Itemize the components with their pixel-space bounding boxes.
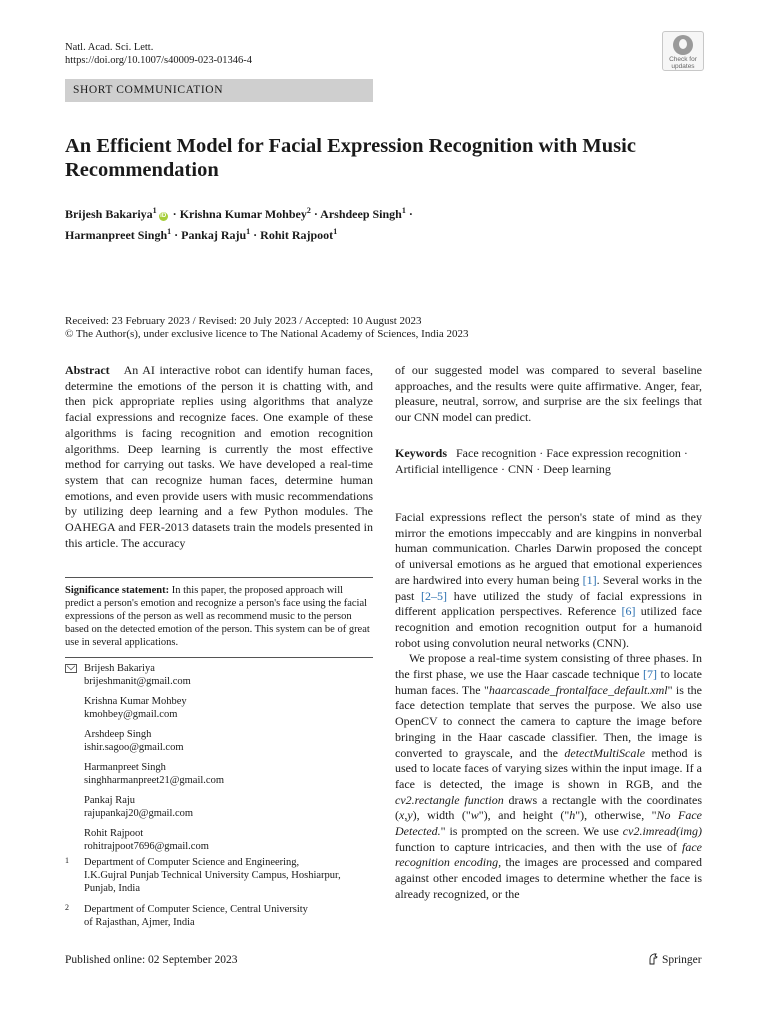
contact-name: Rohit Rajpoot [84, 828, 144, 839]
author-separator: · [310, 207, 321, 221]
author-name[interactable]: Rohit Rajpoot [260, 228, 334, 242]
text-run: draws a rectangle with the coordinates ( [395, 792, 702, 823]
significance-label: Significance statement: [65, 585, 170, 596]
copyright-line: © The Author(s), under exclusive licence to The National Academy of Sciences, India 2023 [65, 328, 469, 340]
abstract [65, 363, 373, 551]
author-separator: · [171, 228, 182, 242]
citation-link[interactable]: [7] [642, 667, 657, 682]
affiliations [65, 856, 373, 937]
code-term: cv2.rectangle function [395, 792, 504, 807]
author-contacts [65, 662, 373, 860]
author-name[interactable]: Brijesh Bakariya [65, 207, 153, 221]
contact-entry [84, 728, 373, 754]
author-affiliation-mark: 1 [401, 206, 406, 215]
significance-text: In this paper, the proposed approach will predict a person's emotion and recognize a person's face using the facial expressions of the person as well as recommend music to the person based on the detected emotion of the person. This system can be of great use in several applications. [65, 585, 370, 648]
orcid-icon[interactable]: iD [160, 213, 167, 219]
text-run: have utilized the study of facial expressions in different application perspectives. Reference [395, 588, 702, 619]
check-updates-icon [673, 35, 693, 55]
text-run: to locate human faces. The " [395, 667, 702, 697]
code-term: No Face Detected. [395, 808, 702, 839]
text-run: . Several works in the past [395, 572, 703, 603]
author-affiliation-mark: 1 [152, 206, 157, 215]
code-term: face recognition encoding, [395, 839, 702, 870]
contact-name: Brijesh Bakariya [84, 663, 155, 674]
abstract-text: An AI interactive robot can identify human faces, determine the emotions of the person it is chatting with, and then pick appropriate replies using algorithms that analyze facial expressions and recognize faces. One example of these algorithms is facing recognition and emotion recognition algorithms. Deep learning is currently the most effective method for carrying out tasks. We have developed a real-time system that can recognize human faces, determine human emotions, and even provide users with music recommendations by utilizing deep learning and a few Python modules. The OAHEGA and FER-2013 datasets train the models presented in this article. The accuracy [65, 363, 374, 550]
publisher-logo [648, 953, 702, 966]
intro-paragraph-2 [395, 651, 702, 902]
code-term: detectMultiScale [564, 745, 646, 760]
affiliation-line: Department of Computer Science and Engineering, [84, 857, 300, 868]
article-type-bar [65, 79, 373, 102]
publication-history [65, 315, 705, 341]
code-term: w [470, 808, 479, 823]
text-run: the images are processed and compared against other encoded images to determine whether the face is already recognized, or the [395, 855, 702, 901]
text-run: function to capture intricacies, and then with the use of [395, 839, 682, 854]
citation-link[interactable]: [1] [582, 572, 597, 587]
check-for-updates-badge[interactable] [662, 31, 704, 71]
text-run: " is prompted on the screen. We use [440, 824, 623, 839]
author-separator: · [250, 228, 261, 242]
contact-name: Arshdeep Singh [84, 729, 152, 740]
code-term: x,y [399, 808, 413, 823]
significance-statement [65, 584, 373, 649]
publisher-name: Springer [662, 954, 702, 966]
affiliation-entry [65, 903, 373, 929]
text-run: "), otherwise, " [575, 808, 657, 823]
abstract-continued: of our suggested model was compared to several baseline approaches, and the results were quite affirmative. Anger, fear, pleasure, neutral, sorrow, and surprise are the six feelings that our CNN model can predict. [395, 363, 702, 425]
doi-link[interactable]: https://doi.org/10.1007/s40009-023-01346-4 [65, 55, 253, 66]
affiliation-line: I.K.Gujral Punjab Technical University Campus, Hoshiarpur, [84, 870, 341, 881]
contact-name: Krishna Kumar Mohbey [84, 696, 187, 707]
author-affiliation-mark: 1 [167, 227, 172, 236]
author-name[interactable]: Pankaj Raju [181, 228, 247, 242]
code-term: haarcascade_frontalface_default.xml [488, 682, 668, 697]
affiliation-line: Department of Computer Science, Central University [84, 904, 308, 915]
email-icon [65, 664, 77, 673]
keywords-label: Keywords [395, 446, 447, 460]
paper-title: An Efficient Model for Facial Expression Recognition with Music Recommendation [65, 135, 636, 181]
author-list [65, 202, 705, 244]
introduction-text [395, 510, 702, 903]
affiliation-line: Punjab, India [84, 883, 140, 894]
author-affiliation-mark: 2 [306, 206, 311, 215]
keywords-text: Face recognition · Face expression recognition · Artificial intelligence · CNN · Deep learning [395, 446, 688, 476]
dates-line: Received: 23 February 2023 / Revised: 20 July 2023 / Accepted: 10 August 2023 [65, 315, 422, 327]
author-affiliation-mark: 1 [246, 227, 251, 236]
text-run: We propose a real-time system consisting of three phases. In the first phase, we use the Haar cascade technique [395, 651, 702, 682]
text-run: utilized face recognition and emotion recognition output for a humanoid robot using convolution neural networks (CNN). [395, 604, 702, 650]
divider [65, 657, 373, 658]
contact-email[interactable]: rajupankaj20@gmail.com [84, 808, 194, 819]
affiliation-entry [65, 856, 373, 895]
divider [65, 577, 373, 578]
author-name[interactable]: Krishna Kumar Mohbey [179, 207, 307, 221]
contact-entry [84, 794, 373, 820]
text-run: Facial expressions reflect the person's state of mind as they mirror the emotions impeccably and are kingpins in nonverbal human communication. Charles Darwin proposed the concept of universal emotions as he argued that emotional experiences are hardwired into every human being [395, 510, 702, 587]
contact-entry [84, 827, 373, 853]
keywords [395, 445, 702, 477]
contact-entry [84, 761, 373, 787]
affiliation-number: 1 [65, 856, 69, 865]
citation-link[interactable]: [6] [621, 604, 636, 619]
springer-horse-icon [648, 953, 658, 965]
text-run: ), width (" [412, 808, 471, 823]
contact-email[interactable]: singhharmanpreet21@gmail.com [84, 775, 225, 786]
published-online: Published online: 02 September 2023 [65, 954, 238, 966]
intro-paragraph-1 [395, 510, 702, 651]
contact-entry [84, 662, 373, 688]
contact-email[interactable]: ishir.sagoo@gmail.com [84, 742, 184, 753]
contact-name: Pankaj Raju [84, 795, 136, 806]
check-updates-label: Check for updates [669, 56, 697, 70]
code-term: cv2.imread(img) [622, 824, 702, 839]
affiliation-line: of Rajasthan, Ajmer, India [84, 917, 195, 928]
abstract-label: Abstract [65, 363, 110, 377]
text-run: method is used to locate faces of varying sizes within the input image. If a face is detected, the image is shown in RGB, and the [395, 745, 703, 791]
author-name[interactable]: Harmanpreet Singh [65, 228, 168, 242]
article-type-label: SHORT COMMUNICATION [73, 84, 224, 96]
author-name[interactable]: Arshdeep Singh [320, 207, 402, 221]
citation-link[interactable]: [2–5] [421, 588, 448, 603]
text-run: " is the face detection template that serves the purpose. We also use OpenCV to connect the camera to capture the image before bringing in the Haar cascade classifier. Then, the image is converted to grayscale, and the [395, 682, 702, 760]
contact-email[interactable]: brijeshmanit@gmail.com [84, 676, 191, 687]
code-term: h [569, 808, 576, 823]
journal-name: Natl. Acad. Sci. Lett. [65, 42, 154, 53]
author-separator: · [169, 207, 180, 221]
affiliation-number: 2 [65, 903, 69, 912]
contact-entry [84, 695, 373, 721]
journal-meta [65, 41, 252, 67]
author-separator: · [405, 207, 413, 221]
contact-email[interactable]: rohitrajpoot7696@gmail.com [84, 841, 209, 852]
text-run: "), and height (" [478, 808, 570, 823]
author-affiliation-mark: 1 [333, 227, 338, 236]
contact-email[interactable]: kmohbey@gmail.com [84, 709, 178, 720]
contact-name: Harmanpreet Singh [84, 762, 166, 773]
